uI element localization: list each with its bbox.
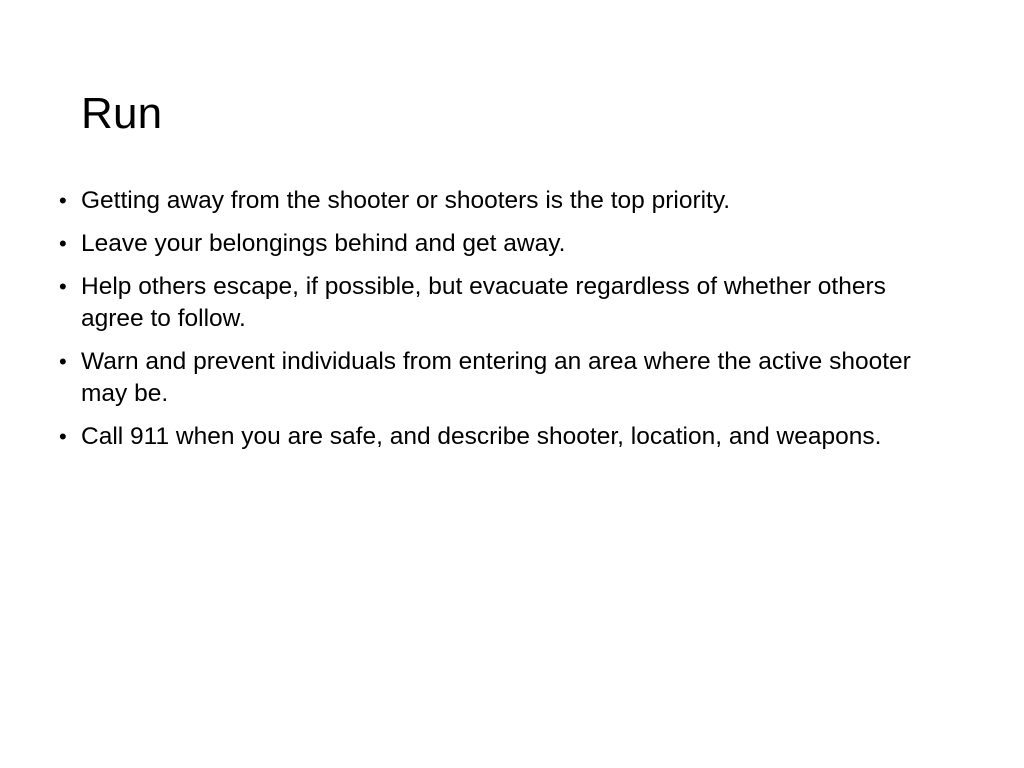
bullet-item [59,185,939,217]
bullet-list [59,185,939,464]
bullet-icon: • [59,274,67,299]
slide-title: Run [81,89,163,138]
bullet-text: Help others escape, if possible, but evacuate regardless of whether others agree to follow. [81,273,886,332]
bullet-item [59,421,939,453]
bullet-text: Call 911 when you are safe, and describe shooter, location, and weapons. [81,423,882,450]
bullet-item [59,228,939,260]
bullet-text: Warn and prevent individuals from entering an area where the active shooter may be. [81,348,911,407]
bullet-icon: • [59,424,67,449]
bullet-text: Leave your belongings behind and get away. [81,230,566,257]
bullet-icon: • [59,188,67,213]
bullet-icon: • [59,231,67,256]
bullet-icon: • [59,349,67,374]
bullet-item [59,271,939,335]
bullet-text: Getting away from the shooter or shooters is the top priority. [81,187,731,214]
bullet-item [59,346,939,410]
